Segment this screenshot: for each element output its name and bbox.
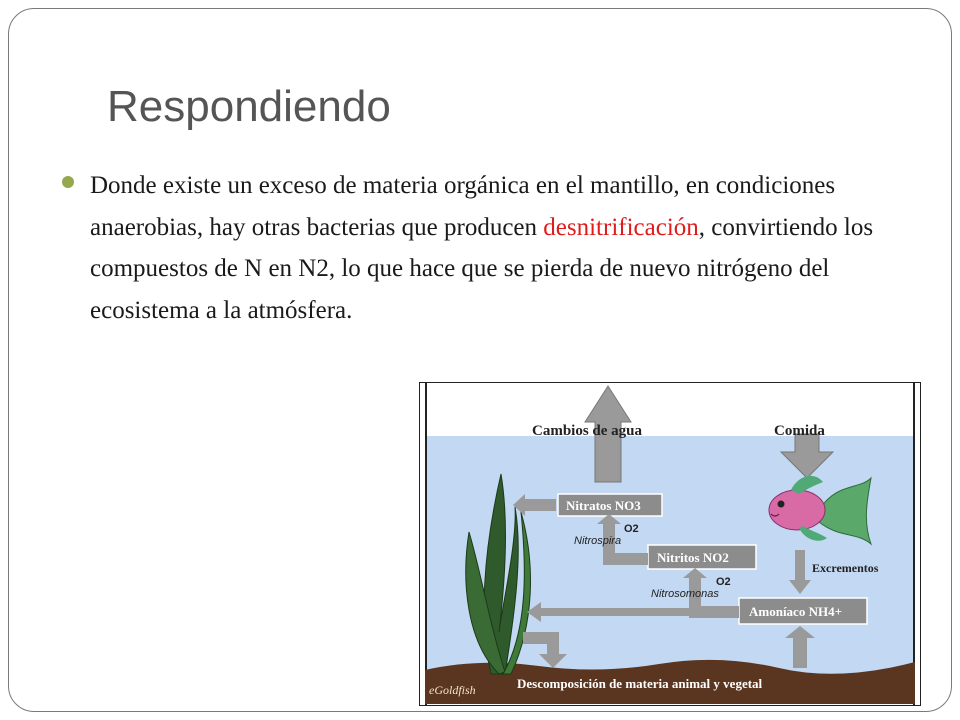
label-nitratos: Nitratos NO3 — [566, 498, 641, 513]
label-nitritos: Nitritos NO2 — [657, 550, 729, 565]
egoldfish-logo: eGoldfish — [429, 683, 476, 697]
paragraph-text-start: Donde existe un exceso de materia orgánica en el mantillo, en condiciones anaerobias, hay otras bacterias que producen — [90, 172, 836, 241]
slide-title: Respondiendo — [107, 82, 391, 131]
label-o2-b: O2 — [716, 576, 731, 588]
label-nitrosomonas: Nitrosomonas — [651, 588, 719, 600]
slide-paragraph — [90, 165, 890, 331]
highlighted-term: desnitrificación — [543, 213, 699, 241]
label-comida: Comida — [774, 423, 825, 439]
paragraph-text-end: , convirtiendo los compuestos de N en N2, lo que hace que se pierda de nuevo nitrógeno del ecosistema a la atmósfera. — [90, 213, 874, 324]
label-o2-a: O2 — [624, 523, 639, 535]
label-cambios: Cambios de agua — [532, 423, 643, 439]
bullet-icon — [62, 176, 74, 188]
label-amoniaco: Amoníaco NH4+ — [749, 604, 842, 619]
label-descomposicion: Descomposición de materia animal y vegetal — [517, 676, 763, 691]
label-excrementos: Excrementos — [812, 561, 879, 575]
label-nitrospira: Nitrospira — [574, 535, 622, 547]
nitrogen-cycle-diagram — [419, 382, 921, 706]
